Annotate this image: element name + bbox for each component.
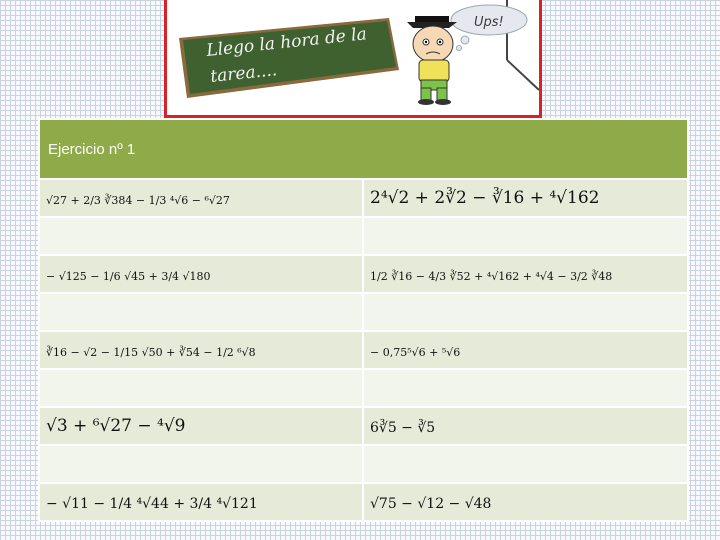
board-line-2: tarea....: [209, 60, 279, 87]
illustration-panel: [164, 0, 542, 118]
table-row: [39, 445, 688, 483]
table-cell: [39, 445, 363, 483]
table-cell: [363, 331, 688, 369]
table-row: [39, 407, 688, 445]
radical-expression: − 0,75⁵√6 + ⁵√6: [370, 345, 461, 359]
table-cell: [39, 255, 363, 293]
board-line-1: Llego la hora de la: [205, 24, 368, 61]
radical-expression: 6∛5 − ∛5: [370, 419, 436, 436]
table-cell: [39, 407, 363, 445]
table-row: [39, 369, 688, 407]
table-cell: [363, 293, 688, 331]
table-cell: [39, 331, 363, 369]
table-cell: [39, 369, 363, 407]
exercise-title: Ejercicio nº 1: [48, 140, 136, 158]
table-row: [39, 331, 688, 369]
table-cell: [363, 369, 688, 407]
table-cell: [39, 293, 363, 331]
table-row: [39, 293, 688, 331]
exercise-table: [38, 118, 689, 522]
table-row: [39, 179, 688, 217]
table-cell: [39, 179, 363, 217]
table-cell: [363, 217, 688, 255]
homework-cartoon: [167, 0, 539, 118]
table-row: [39, 483, 688, 521]
radical-expression: − √125 − 1/6 √45 + 3/4 √180: [46, 269, 211, 283]
table-cell: [363, 255, 688, 293]
table-header: [39, 119, 688, 179]
thought-bubble-text: Ups!: [474, 15, 504, 30]
radical-expression: 1/2 ∛16 − 4/3 ∛52 + ⁴√162 + ⁴√4 − 3/2 ∛48: [370, 269, 613, 283]
table-cell: [39, 483, 363, 521]
student-character: [407, 16, 457, 105]
radical-expression: √3 + ⁶√27 − ⁴√9: [46, 416, 186, 436]
blackboard: [179, 18, 399, 98]
table-row: [39, 255, 688, 293]
thought-bubble: [451, 5, 527, 51]
radical-expression: √75 − √12 − √48: [370, 495, 492, 512]
table-cell: [363, 407, 688, 445]
radical-expression: ∛16 − √2 − 1/15 √50 + ∛54 − 1/2 ⁶√8: [46, 345, 256, 359]
radical-expression: − √11 − 1/4 ⁴√44 + 3/4 ⁴√121: [46, 495, 258, 512]
table-cell: [39, 217, 363, 255]
table-cell: [363, 445, 688, 483]
radical-expression: √27 + 2/3 ∛384 − 1/3 ⁴√6 − ⁶√27: [46, 193, 230, 207]
table-row: [39, 217, 688, 255]
radical-expression: 2⁴√2 + 2∛2 − ∛16 + ⁴√162: [370, 188, 600, 208]
table-cell: [363, 483, 688, 521]
table-cell: [363, 179, 688, 217]
